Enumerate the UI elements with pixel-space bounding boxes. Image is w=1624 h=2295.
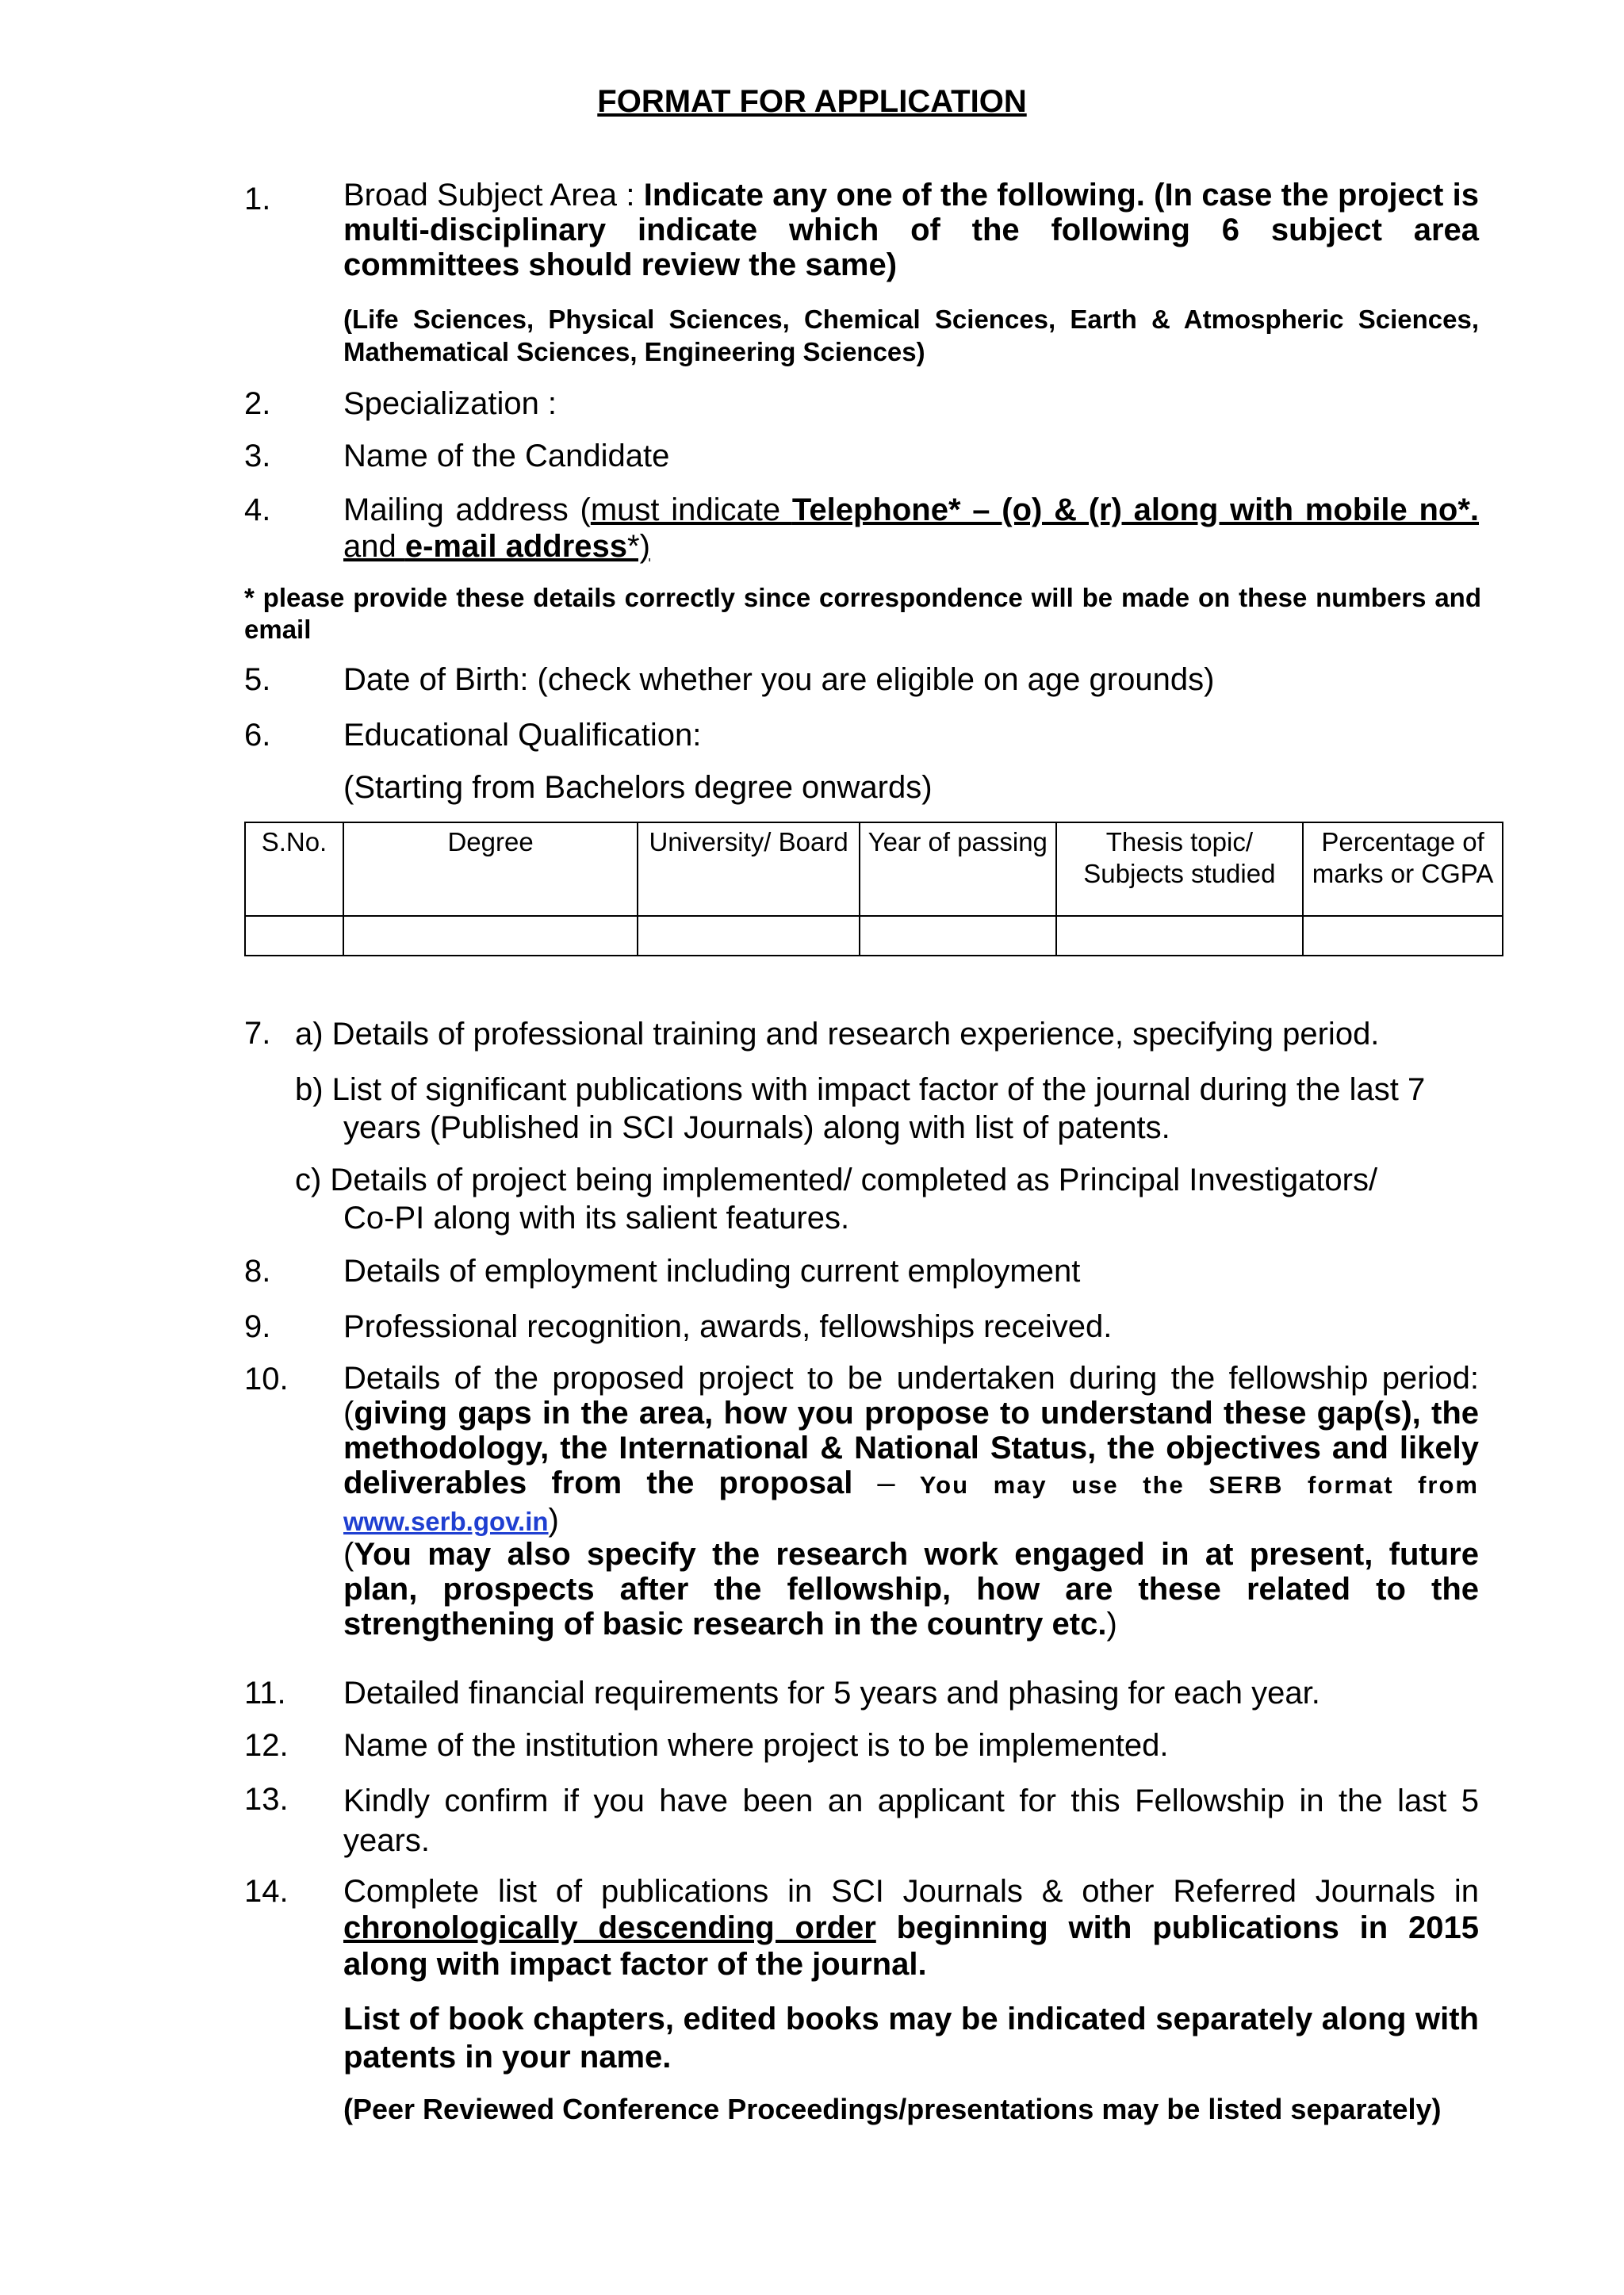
- item-7-number: 7.: [244, 1016, 271, 1051]
- item-10-dash: –: [852, 1466, 920, 1500]
- item-7c-line-1: c) Details of project being implemented/ completed as Principal Investigators/: [295, 1163, 1378, 1197]
- item-11-text: Detailed financial requirements for 5 years and phasing for each year.: [343, 1676, 1320, 1711]
- item-8-number: 8.: [244, 1254, 271, 1289]
- table-row: [245, 916, 1503, 956]
- item-10-serb-format-note: You may use the SERB format from: [919, 1471, 1479, 1499]
- item-10-instruction: giving gaps in the area, how you propose to understand these gap(s), the methodology, the International & National Status, the objectives and likely deliverables from the proposal: [343, 1396, 1479, 1500]
- item-4-text: [343, 492, 1479, 565]
- item-7b-line-1: b) List of significant publications with impact factor of the journal during the last 7: [295, 1072, 1426, 1107]
- item-4-email-requirement: e-mail address: [404, 529, 627, 564]
- item-14-instruction: beginning with publications in 2015 along with impact factor of the journal.: [343, 1910, 1480, 1982]
- item-7c-line-2: Co-PI along with its salient features.: [343, 1201, 850, 1236]
- item-5-text: Date of Birth: (check whether you are eligible on age grounds): [343, 662, 1215, 697]
- item-6-number: 6.: [244, 718, 271, 753]
- item-14-number: 14.: [244, 1874, 289, 1909]
- item-10-additional-open: (: [343, 1537, 354, 1572]
- item-12-number: 12.: [244, 1728, 289, 1763]
- item-14-text: [343, 1873, 1479, 1983]
- item-9-number: 9.: [244, 1309, 271, 1344]
- item-3-number: 3.: [244, 439, 271, 473]
- serb-website-link[interactable]: www.serb.gov.in: [343, 1507, 549, 1536]
- header-year: Year of passing: [860, 822, 1056, 916]
- item-4-telephone-requirement: Telephone* – (o) & (r) along with mobile no*.: [791, 492, 1479, 527]
- item-4-part-2: must indicate: [590, 492, 792, 527]
- correspondence-note: * please provide these details correctly since correspondence will be made on these numbers and email: [244, 583, 1481, 644]
- item-10-additional-text: You may also specify the research work engaged in at present, future plan, prospects after the fellowship, how are these related to the strengthening of basic research in the country etc.: [343, 1537, 1479, 1642]
- item-14-intro: Complete list of publications in SCI Journals & other Referred Journals in: [343, 1874, 1479, 1909]
- header-percentage: Percentage of marks or CGPA: [1303, 822, 1503, 916]
- item-4-part-4: and: [343, 529, 405, 564]
- item-12-text: Name of the institution where project is to be implemented.: [343, 1728, 1169, 1763]
- item-10-intro: Details of the proposed project to be undertaken during the fellowship period: (: [343, 1361, 1479, 1431]
- item-4-number: 4.: [244, 492, 271, 527]
- item-11-number: 11.: [244, 1676, 286, 1711]
- item-2-text: Specialization :: [343, 386, 557, 421]
- item-6-text: Educational Qualification:: [343, 718, 702, 753]
- table-cell[interactable]: [638, 916, 860, 956]
- header-university: University/ Board: [638, 822, 860, 916]
- table-cell[interactable]: [1303, 916, 1503, 956]
- item-14-book-chapters: List of book chapters, edited books may be indicated separately along with patents in your name.: [343, 2002, 1479, 2075]
- header-degree: Degree: [343, 822, 638, 916]
- education-table: [244, 822, 1503, 956]
- header-sno: S.No.: [245, 822, 343, 916]
- table-cell[interactable]: [343, 916, 638, 956]
- item-1-text: [343, 178, 1479, 282]
- item-14-order-emphasis: chronologically descending order: [343, 1910, 876, 1945]
- item-9-text: Professional recognition, awards, fellowships received.: [343, 1309, 1113, 1344]
- item-10-additional-close: ): [1106, 1607, 1117, 1642]
- item-14-conference-note: (Peer Reviewed Conference Proceedings/presentations may be listed separately): [343, 2093, 1442, 2125]
- item-13-number: 13.: [244, 1782, 289, 1817]
- item-10-number: 10.: [244, 1362, 289, 1397]
- subject-area-list: (Life Sciences, Physical Sciences, Chemical Sciences, Earth & Atmospheric Sciences, Mathematical Sciences, Engineering Sciences): [343, 305, 1479, 366]
- item-13-text: Kindly confirm if you have been an applicant for this Fellowship in the last 5 years.: [343, 1784, 1479, 1858]
- table-cell[interactable]: [860, 916, 1056, 956]
- item-4-part-1: Mailing address (: [343, 492, 591, 527]
- item-1-number: 1.: [244, 182, 271, 216]
- item-7a-text: a) Details of professional training and research experience, specifying period.: [295, 1017, 1380, 1052]
- item-10-additional: [343, 1537, 1479, 1642]
- education-table-header-row: [245, 822, 1503, 916]
- item-1-instruction: Indicate any one of the following. (In case the project is multi-disciplinary indicate which of the following 6 subject area committees should review the same): [343, 178, 1479, 282]
- page-title: FORMAT FOR APPLICATION: [597, 84, 1027, 119]
- item-10-text: [343, 1361, 1479, 1539]
- item-8-text: Details of employment including current employment: [343, 1254, 1081, 1289]
- header-thesis: Thesis topic/ Subjects studied: [1056, 822, 1304, 916]
- table-cell[interactable]: [245, 916, 343, 956]
- item-4-part-6: *): [627, 529, 650, 564]
- table-cell[interactable]: [1056, 916, 1304, 956]
- item-2-number: 2.: [244, 386, 271, 421]
- item-1-label: Broad Subject Area :: [343, 178, 644, 213]
- item-10-close: ): [548, 1503, 559, 1538]
- item-7b-line-2: years (Published in SCI Journals) along with list of patents.: [343, 1110, 1170, 1145]
- item-5-number: 5.: [244, 662, 271, 697]
- item-6-subtext: (Starting from Bachelors degree onwards): [343, 770, 933, 805]
- item-3-text: Name of the Candidate: [343, 439, 670, 473]
